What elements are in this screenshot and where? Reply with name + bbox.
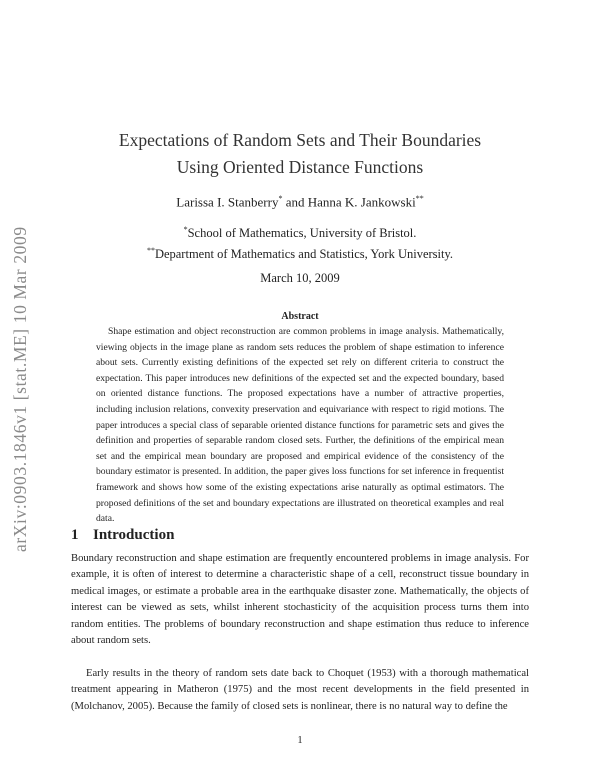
author-name: Hanna K. Jankowski	[307, 194, 416, 210]
body-paragraph: Boundary reconstruction and shape estimation are frequently encountered problems in image analysis. For example, it is often of interest to determine a characteristic shape of a cell, reconstruct tissue boundary in medical images, or estimate a probable area in the earthquake disaster zone. Mathematically, the objects of interest can be viewed as sets, whilst inherent stochasticity of the acquisition process turns them into random entities. The problems of boundary reconstruction and shape estimation thus reduce to inference about random sets.	[71, 553, 529, 647]
abstract-heading: Abstract	[281, 311, 319, 322]
title-line-2: Using Oriented Distance Functions	[176, 157, 424, 177]
page-number: 1	[297, 735, 303, 746]
affiliation	[70, 246, 530, 262]
abstract-text: Shape estimation and object reconstruction are common problems in image analysis. Mathematically, viewing objects in the image plane as random sets reduces the problem of shape estimation to inference about sets. Currently existing definitions of the expected set rely on different criteria to construct the expectation. This paper introduces new definitions of the expected set and the expected boundary, based on oriented distance functions. The proposed expectations have a number of attractive properties, including inclusion relations, convexity preservation and equivariance with respect to rigid motions. The paper introduces a special class of separable oriented distance functions for parametric sets and gives the definition and properties of separable random closed sets. Further, the definitions of the empirical mean set and the empirical mean boundary are proposed and empirical evidence of the consistency of the boundary estimator is presented. In addition, the paper gives loss functions for set inference in frequentist framework and shows how some of the existing expectations arise naturally as optimal estimators. The proposed definitions of the set and boundary expectations are illustrated on theoretical examples and real data.	[96, 326, 504, 525]
paper-title	[70, 127, 530, 181]
author-name: Larissa I. Stanberry	[176, 194, 279, 210]
affiliation-mark: *	[183, 225, 188, 234]
publication-date: March 10, 2009	[260, 271, 340, 285]
affiliation-mark: *	[278, 194, 283, 203]
arxiv-identifier: arXiv:0903.1846v1 [stat.ME] 10 Mar 2009	[10, 226, 30, 552]
author-conjunction: and	[282, 194, 308, 210]
section-heading	[71, 527, 174, 544]
affiliation	[70, 225, 530, 241]
body-paragraph: Early results in the theory of random sets date back to Choquet (1953) with a thorough mathematical treatment appearing in Matheron (1975) and the most recent developments in the field presented in (Molchanov, 2005). Because the family of closed sets is nonlinear, there is no natural way to define the	[71, 668, 529, 712]
title-line-1: Expectations of Random Sets and Their Boundaries	[118, 130, 482, 150]
section-number: 1	[71, 527, 79, 543]
affiliation-text: School of Mathematics, University of Bristol.	[187, 226, 417, 241]
affiliation-mark: **	[146, 246, 155, 255]
author-list	[70, 194, 530, 210]
section-title: Introduction	[93, 527, 175, 543]
affiliation-text: Department of Mathematics and Statistics, York University.	[154, 247, 454, 262]
affiliation-mark: **	[415, 194, 424, 203]
